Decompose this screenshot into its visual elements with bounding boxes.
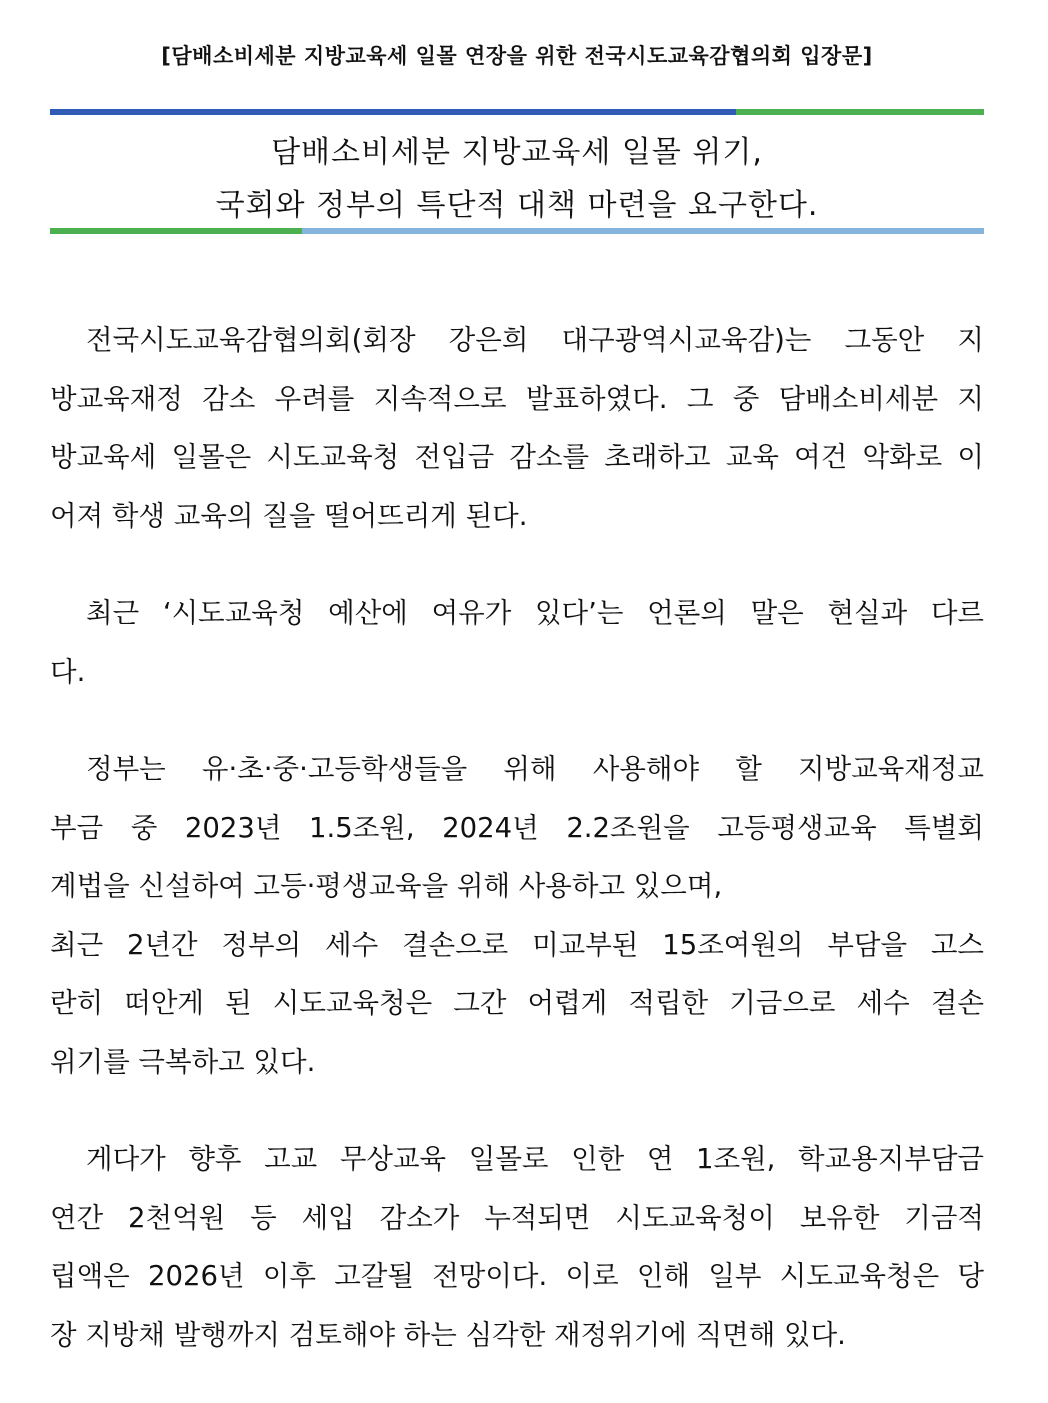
paragraph-line: 장 지방채 발행까지 검토해야 하는 심각한 재정위기에 직면해 있다. [50,1318,846,1351]
top-rule-green-segment [736,109,984,115]
paragraph-line: 최근 ‘시도교육청 예산에 여유가 있다’는 언론의 말은 현실과 다르 [86,597,984,629]
paragraph-line: 계법을 신설하여 고등·평생교육을 위해 사용하고 있으며, [50,870,723,902]
title-line-1: 담배소비세분 지방교육세 일몰 위기, [271,135,763,170]
bottom-rule-green-segment [50,228,302,234]
paragraph-line: 최근 2년간 정부의 세수 결손으로 미교부된 15조여원의 부담을 고스 [50,928,984,961]
document-title [50,126,984,232]
paragraph-line: 위기를 극복하고 있다. [50,1045,316,1078]
paragraph-line: 연간 2천억원 등 세입 감소가 누적되면 시도교육청이 보유한 기금적 [50,1201,984,1234]
paragraph-line: 부금 중 2023년 1.5조원, 2024년 2.2조원을 고등평생교육 특별회 [50,811,984,844]
paragraph-4 [50,1130,984,1364]
top-rule-blue-segment [50,109,736,115]
paragraph-line: 다. [50,655,86,688]
title-line-2: 국회와 정부의 특단적 대책 마련을 요구한다. [215,188,819,223]
paragraph-2 [50,584,984,701]
paragraph-3 [50,740,984,1091]
paragraph-line: 방교육재정 감소 우려를 지속적으로 발표하였다. 그 중 담배소비세분 지 [50,382,984,415]
paragraph-line: 립액은 2026년 이후 고갈될 전망이다. 이로 인해 일부 시도교육청은 당 [50,1260,984,1292]
title-top-rule [50,109,984,115]
paragraph-line: 어져 학생 교육의 질을 떨어뜨리게 된다. [50,499,528,532]
paragraph-line: 란히 떠안게 된 시도교육청은 그간 어렵게 적립한 기금으로 세수 결손 [50,987,984,1019]
document-body [50,311,984,1403]
paragraph-line: 게다가 향후 고교 무상교육 일몰로 인한 연 1조원, 학교용지부담금 [86,1143,984,1175]
paragraph-line: 정부는 유·초·중·고등학생들을 위해 사용해야 할 지방교육재정교 [86,753,984,785]
title-bottom-rule [50,228,984,234]
paragraph-1 [50,311,984,545]
paragraph-line: 방교육세 일몰은 시도교육청 전입금 감소를 초래하고 교육 여건 악화로 이 [50,441,984,473]
paragraph-line: 전국시도교육감협의회(회장 강은희 대구광역시교육감)는 그동안 지 [86,324,984,356]
bottom-rule-lightblue-segment [302,228,984,234]
document-header-label: [담배소비세분 지방교육세 일몰 연장을 위한 전국시도교육감협의회 입장문] [161,44,873,68]
